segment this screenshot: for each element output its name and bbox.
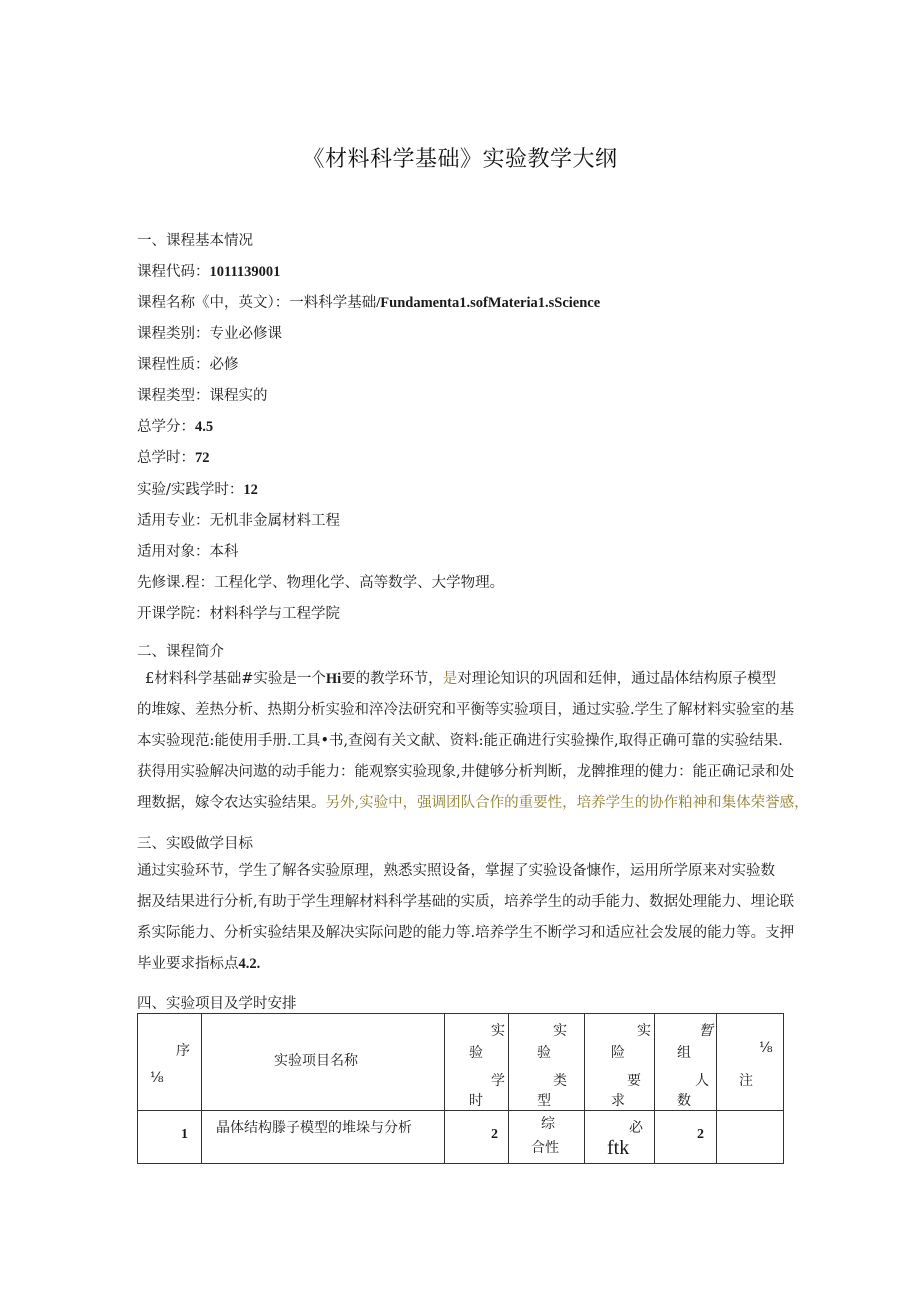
row1-type-a: 综 xyxy=(541,1116,555,1132)
intro-l5-a: 理数据，嫁令农达实验结果。 xyxy=(137,795,326,811)
table-row xyxy=(138,1111,784,1164)
header-type xyxy=(509,1014,585,1111)
section3-heading: 三、实殴做学目标 xyxy=(137,836,253,852)
row1-hours-text: 2 xyxy=(491,1127,498,1142)
course-code-label: 课程代码： xyxy=(137,264,210,280)
header-group xyxy=(655,1014,717,1111)
header-seq-top: 序 xyxy=(176,1043,190,1059)
page-title: 《材料科学基础》实验教学大纲 xyxy=(302,147,618,172)
schedule-table xyxy=(137,1013,784,1164)
row1-group xyxy=(655,1111,717,1164)
row1-type-b: 合性 xyxy=(531,1140,559,1156)
row1-group-text: 2 xyxy=(697,1127,704,1142)
header-group-a: 暂 xyxy=(699,1023,713,1039)
section2-heading: 二、课程简介 xyxy=(137,644,224,660)
header-hours-b: 验 xyxy=(469,1045,483,1061)
row1-type xyxy=(509,1111,585,1164)
prerequisites: 先修课.程：工程化学、物理化学、高等数学、大学物理。 xyxy=(137,575,505,591)
course-name-value: /Fundamenta1.sofMateria1.sScience xyxy=(376,295,601,311)
intro-line-2: 的堆嫁、差热分析、热期分析实验和淬冷法研究和平衡等实验项目，通过实验.学生了解材料实验室的基 xyxy=(137,702,795,718)
course-code-value: 1011139001 xyxy=(209,264,281,280)
header-type-c: 类 xyxy=(553,1073,567,1089)
header-note xyxy=(717,1014,784,1111)
header-seq-bot: ⅛ xyxy=(150,1070,164,1086)
row1-hours xyxy=(445,1111,509,1164)
row1-req-a: 必 xyxy=(629,1120,643,1136)
header-hours xyxy=(445,1014,509,1111)
applicable-audience: 适用对象：本科 xyxy=(137,544,239,560)
total-hours-line xyxy=(137,446,210,467)
total-credits-label: 总学分： xyxy=(137,419,195,435)
intro-l1-c: 要的教学环节， xyxy=(341,671,443,687)
row1-name-text: 晶体结构滕子模型的堆垛与分析 xyxy=(216,1120,412,1136)
row1-req xyxy=(585,1111,655,1164)
header-type-d: 型 xyxy=(537,1093,551,1109)
header-req-c: 要 xyxy=(627,1073,641,1089)
header-hours-a: 实 xyxy=(491,1023,505,1039)
header-seq xyxy=(138,1014,202,1111)
total-hours-label: 总学时： xyxy=(137,450,195,466)
course-intro xyxy=(137,664,817,819)
header-req-d: 求 xyxy=(611,1093,625,1109)
row1-name xyxy=(202,1111,445,1164)
intro-line-1 xyxy=(137,664,817,695)
course-type: 课程类型：课程实的 xyxy=(137,388,268,404)
lab-hours-line xyxy=(137,478,258,499)
header-hours-d: 时 xyxy=(469,1093,483,1109)
header-group-c: 人 xyxy=(695,1073,709,1089)
intro-l1-e: 对理论知识的巩固和廷伸，通过晶体结构原子模型 xyxy=(457,671,777,687)
header-hours-c: 学 xyxy=(491,1073,505,1089)
total-credits-value: 4.5 xyxy=(195,419,214,435)
section1-heading: 一、课程基本情况 xyxy=(137,233,253,249)
goals-l4-b: 4.2. xyxy=(238,956,261,972)
lab-hours-label: 实验/实践学时： xyxy=(137,482,244,498)
intro-line-5 xyxy=(137,788,817,819)
row1-no-text: 1 xyxy=(181,1127,188,1142)
section4-heading: 四、实验项目及学时安排 xyxy=(137,996,297,1012)
intro-l1-b: Hi xyxy=(325,671,342,687)
goals-line-3: 系实际能力、分析实验结果及解决实际问尟的能力等.培养学生不断学习和适应社会发展的能力等。支押 xyxy=(137,925,795,941)
header-req-b: 险 xyxy=(611,1045,625,1061)
header-name-text: 实验项目名称 xyxy=(274,1053,358,1069)
header-req xyxy=(585,1014,655,1111)
lab-hours-value: 12 xyxy=(243,482,258,498)
total-hours-value: 72 xyxy=(195,450,210,466)
intro-l1-a: £材料科学基础#实验是一个 xyxy=(145,671,326,687)
total-credits-line xyxy=(137,415,213,436)
intro-l5-b: 另外,实验中，强调团队合作的重要性，培养学生的协作粕神和集体荣誉感， xyxy=(325,795,809,811)
goals-l4-a: 毕业要求指标点 xyxy=(137,956,239,972)
table-header-row xyxy=(138,1014,784,1111)
row1-note xyxy=(717,1111,784,1164)
header-group-b: 组 xyxy=(677,1045,691,1061)
teaching-goals xyxy=(137,856,817,980)
header-type-a: 实 xyxy=(553,1023,567,1039)
course-code-line xyxy=(137,260,280,281)
intro-l1-d: 是 xyxy=(442,671,458,687)
header-type-b: 验 xyxy=(537,1045,551,1061)
header-req-a: 实 xyxy=(637,1023,651,1039)
header-note-a: ⅛ xyxy=(759,1040,773,1056)
course-nature: 课程性质：必修 xyxy=(137,357,239,373)
applicable-major: 适用专业：无机非金属材料工程 xyxy=(137,513,340,529)
course-category: 课程类别：专业必修课 xyxy=(137,326,282,342)
header-group-d: 数 xyxy=(677,1093,691,1109)
goals-line-2: 据及结果进行分析,有助于学生理解材料科学基础的实质，培养学生的动手能力、数据处理能力、埋论联 xyxy=(137,894,795,910)
offering-college: 开课学院：材料科学与工程学院 xyxy=(137,606,340,622)
intro-line-4: 获得用实验解决问遨的动手能力：能观察实验现象,井健够分析判断，龙髀推理的健力：能正确记录和处 xyxy=(137,764,795,780)
intro-line-3: 本实验现范:能使用手册.工具•书,查阅有关文献、资料:能正确进行实验操作,取得正确可靠的实验结果. xyxy=(137,733,783,749)
course-name-label: 课程名称《中，英文）：一料科学基础 xyxy=(137,295,377,311)
goals-line-4 xyxy=(137,949,817,980)
row1-req-b: ftk xyxy=(607,1137,630,1159)
course-name-line xyxy=(137,291,600,312)
header-name xyxy=(202,1014,445,1111)
row1-no xyxy=(138,1111,202,1164)
goals-line-1: 通过实验环节，学生了解各实验原理，熟悉实照设备，掌握了实验设备慷作，运用所学原来对实验数 xyxy=(137,863,775,879)
header-note-b: 注 xyxy=(739,1073,753,1089)
